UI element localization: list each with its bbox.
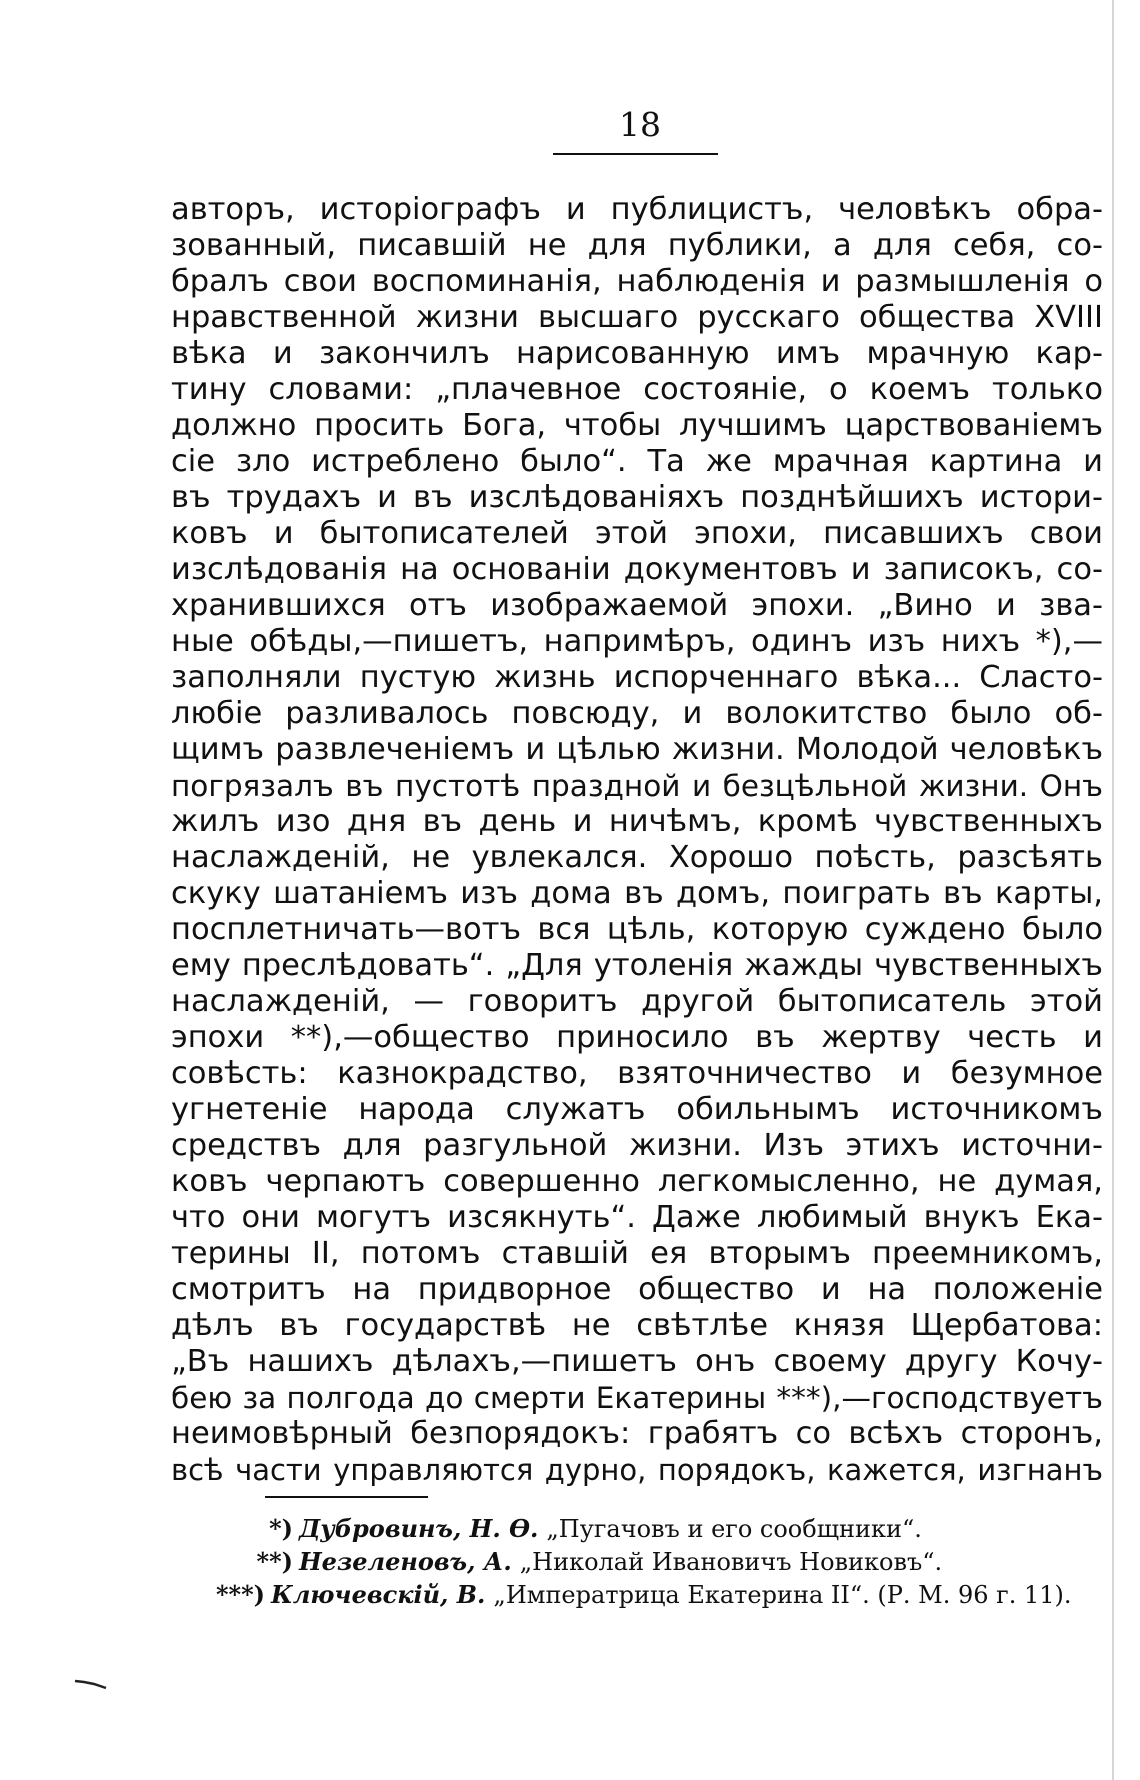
text-line: авторъ, исторіографъ и публицистъ, человѣкъ обра- xyxy=(171,192,1103,227)
text-line: хранившихся отъ изображаемой эпохи. „Вино и зва- xyxy=(171,588,1103,623)
text-line: ему преслѣдовать“. „Для утоленія жажды чувственныхъ xyxy=(171,948,1103,983)
footnote-marker: ***) xyxy=(215,1580,265,1609)
footnote-author: Дубровинъ, Н. Ѳ. xyxy=(299,1514,539,1543)
footnote xyxy=(213,1512,1103,1545)
page-edge-rule xyxy=(1112,0,1114,1780)
text-line: смотритъ на придворное общество и на положеніе xyxy=(171,1272,1103,1307)
page-number-underline xyxy=(553,153,718,155)
footnote-title: „Императрица Екатерина II“. (Р. М. 96 г. 11). xyxy=(493,1581,1072,1609)
text-line: бею за полгода до смерти Екатерины ***),—господствуетъ xyxy=(171,1381,1103,1415)
text-line: вѣка и закончилъ нарисованную имъ мрачную кар- xyxy=(171,336,1103,371)
text-line: нравственной жизни высшаго русскаго общества XVIII xyxy=(171,300,1103,335)
page-number: 18 xyxy=(619,105,661,144)
text-line: зованный, писавшій не для публики, а для себя, со- xyxy=(171,228,1103,263)
text-line: что они могутъ изсякнуть“. Даже любимый внукъ Ека- xyxy=(171,1200,1103,1235)
text-line: тину словами: „плачевное состояніе, о коемъ только xyxy=(171,372,1103,407)
text-line: должно просить Бога, чтобы лучшимъ царствованіемъ xyxy=(171,408,1103,443)
text-line: бралъ свои воспоминанія, наблюденія и размышленія о xyxy=(171,264,1103,299)
text-line: ные обѣды,—пишетъ, напримѣръ, одинъ изъ нихъ *),— xyxy=(171,624,1103,659)
text-line: терины II, потомъ ставшій ея вторымъ преемникомъ, xyxy=(171,1236,1103,1271)
footnote-author: Ключевскій, В. xyxy=(271,1580,486,1609)
text-line: ковъ черпаютъ совершенно легкомысленно, не думая, xyxy=(171,1164,1103,1199)
text-line: ковъ и бытописателей этой эпохи, писавшихъ свои xyxy=(171,516,1103,551)
text-line: эпохи **),—общество приносило въ жертву честь и xyxy=(171,1020,1103,1055)
text-line: любіе разливалось повсюду, и волокитство было об- xyxy=(171,696,1103,731)
footnote xyxy=(213,1578,1103,1611)
text-line: изслѣдованія на основаніи документовъ и записокъ, со- xyxy=(171,552,1103,587)
text-line: неимовѣрный безпорядокъ: грабятъ со всѣхъ сторонъ, xyxy=(171,1416,1103,1451)
text-line: наслажденій, — говоритъ другой бытописатель этой xyxy=(171,984,1103,1019)
text-line: заполняли пустую жизнь испорченнаго вѣка... Сласто- xyxy=(171,660,1103,695)
text-line: посплетничать—вотъ вся цѣль, которую суждено было xyxy=(171,912,1103,947)
footnote-separator xyxy=(265,1496,428,1498)
footnote xyxy=(213,1545,1103,1578)
footnote-title: „Николай Ивановичъ Новиковъ“. xyxy=(519,1548,943,1576)
footnote-title: „Пугачовъ и его сообщники“. xyxy=(546,1515,922,1543)
footnote-author: Незеленовъ, А. xyxy=(299,1547,512,1576)
footnote-marker: **) xyxy=(256,1547,293,1576)
text-line: всѣ части управляются дурно, порядокъ, кажется, изгнанъ xyxy=(171,1453,1103,1487)
text-line: щимъ развлеченіемъ и цѣлью жизни. Молодой человѣкъ xyxy=(171,732,1103,767)
text-line: сіе зло истреблено было“. Та же мрачная картина и xyxy=(171,444,1103,479)
footnotes xyxy=(213,1512,1103,1611)
text-line: „Въ нашихъ дѣлахъ,—пишетъ онъ своему другу Кочу- xyxy=(171,1344,1103,1379)
text-line: жилъ изо дня въ день и ничѣмъ, кромѣ чувственныхъ xyxy=(171,804,1103,839)
body-text xyxy=(171,192,1103,1488)
text-line: дѣлъ въ государствѣ не свѣтлѣе князя Щербатова: xyxy=(171,1308,1103,1343)
text-line: погрязалъ въ пустотѣ праздной и безцѣльной жизни. Онъ xyxy=(171,769,1103,803)
text-line: средствъ для разгульной жизни. Изъ этихъ источни- xyxy=(171,1128,1103,1163)
margin-mark-icon xyxy=(74,1678,108,1690)
footnote-marker: *) xyxy=(269,1514,293,1543)
text-line: въ трудахъ и въ изслѣдованіяхъ позднѣйшихъ истори- xyxy=(171,480,1103,515)
text-line: угнетеніе народа служатъ обильнымъ источникомъ xyxy=(171,1092,1103,1127)
text-line: совѣсть: казнокрадство, взяточничество и безумное xyxy=(171,1056,1103,1091)
text-line: наслажденій, не увлекался. Хорошо поѣсть, разсѣять xyxy=(171,840,1103,875)
text-line: скуку шатаніемъ изъ дома въ домъ, поиграть въ карты, xyxy=(171,876,1103,911)
